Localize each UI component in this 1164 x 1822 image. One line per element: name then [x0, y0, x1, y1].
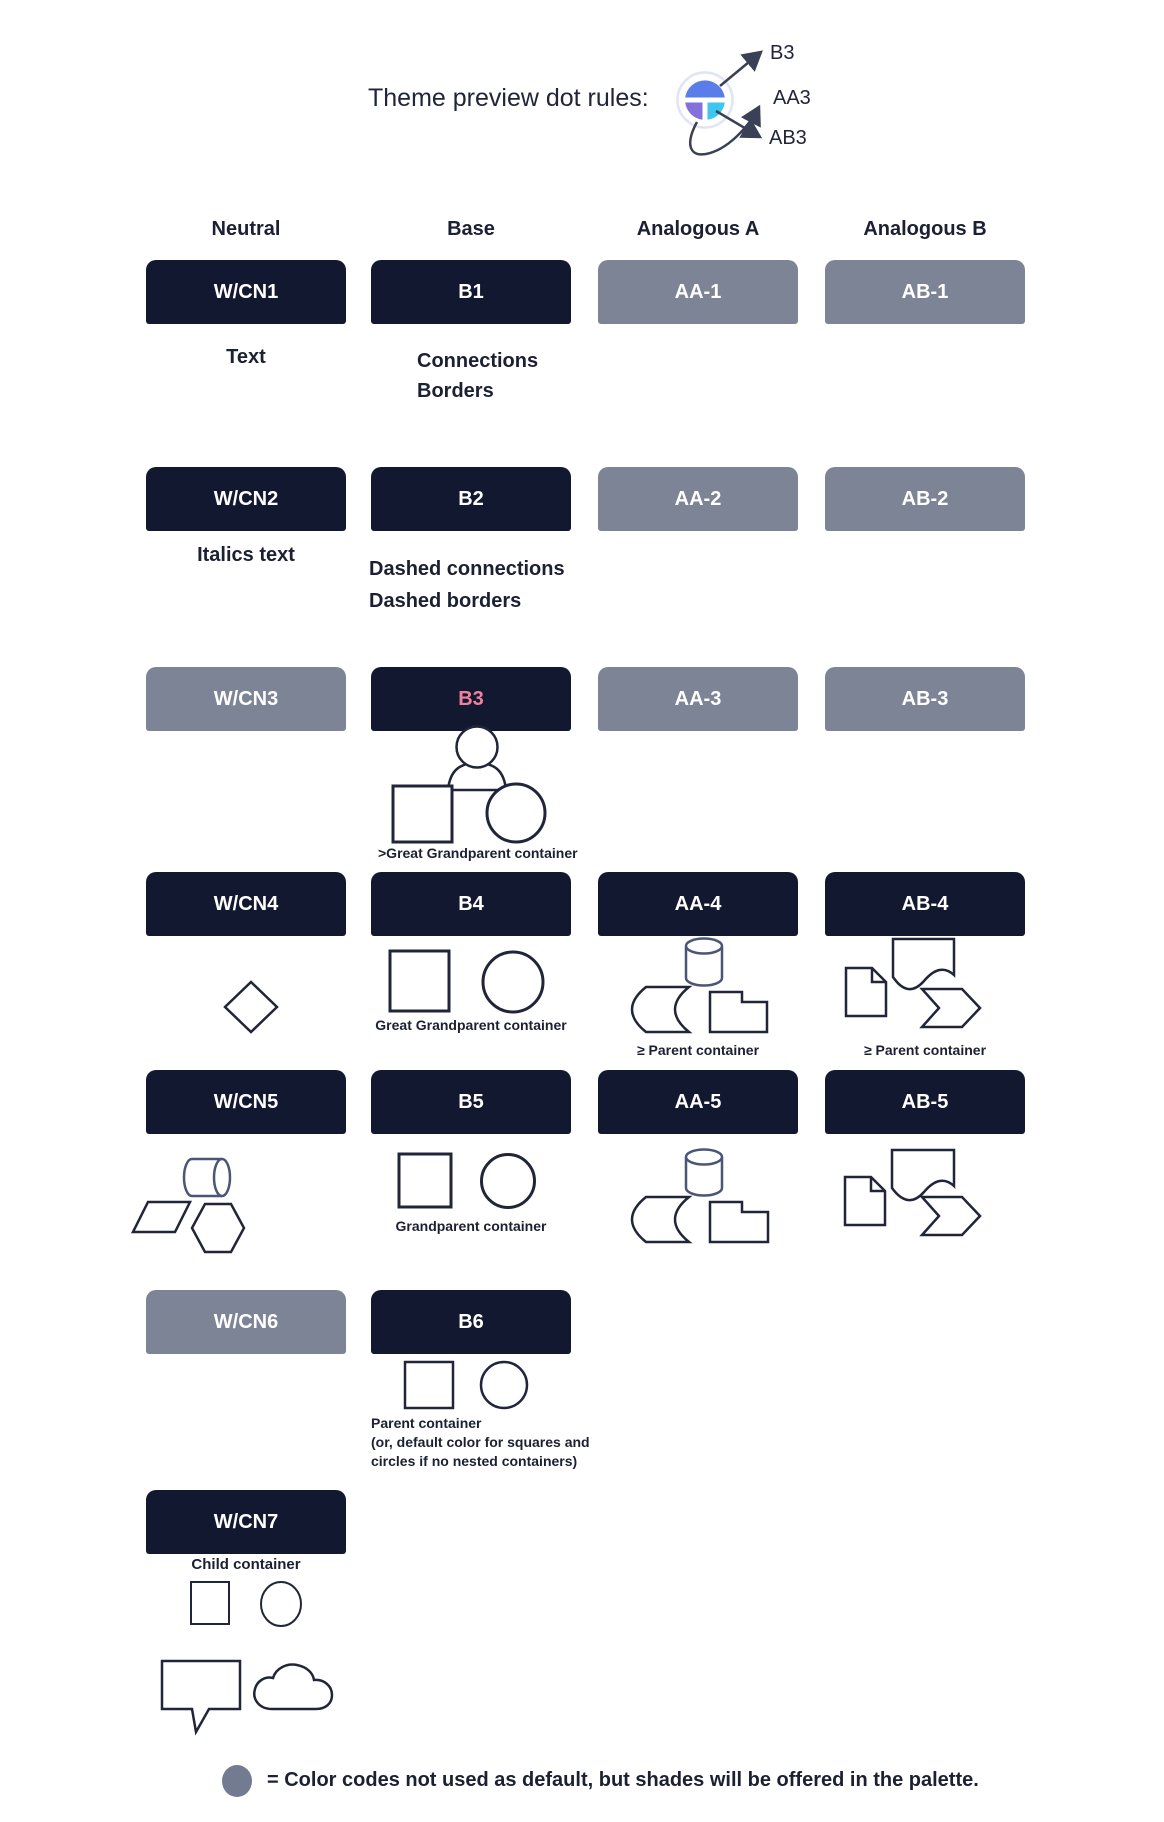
caption-italics-text: Italics text	[197, 544, 295, 566]
caption-parent-container: Parent container	[371, 1415, 482, 1431]
document-fold	[871, 1177, 885, 1191]
hexagon-icon	[192, 1204, 244, 1252]
swatch-aa1: AA-1	[598, 260, 798, 324]
column-header-analogous-b: Analogous B	[863, 218, 987, 240]
dot-rule-arrows	[690, 52, 761, 154]
caption-text: Text	[226, 346, 266, 368]
aa5-shape-cluster	[632, 1150, 768, 1243]
caption-parent-b6	[371, 1414, 590, 1471]
caption-parent-container-note2: circles if no nested containers)	[371, 1453, 578, 1469]
chevron-arrow-icon	[922, 1197, 980, 1235]
person-icon	[448, 763, 506, 790]
caption-connections: Connections	[417, 350, 539, 372]
diamond-icon	[225, 982, 277, 1032]
square-icon	[399, 1154, 451, 1207]
swatch-ab4: AB-4	[825, 872, 1025, 936]
page-title: Theme preview dot rules:	[368, 84, 649, 112]
cylinder-icon	[686, 1157, 722, 1196]
swatch-b1: B1	[371, 260, 571, 324]
b3-shape-cluster	[393, 727, 545, 843]
arrow-to-aa3	[690, 107, 759, 154]
square-icon	[405, 1362, 453, 1408]
swatch-ab3: AB-3	[825, 667, 1025, 731]
dot-rule-label-ab3: AB3	[769, 127, 807, 149]
caption-great-grandparent-b4: Great Grandparent container	[375, 1017, 567, 1033]
cylinder-icon	[686, 946, 722, 986]
horizontal-cylinder-cap	[214, 1159, 230, 1196]
stored-data-icon	[632, 987, 689, 1032]
caption-child-container: Child container	[191, 1556, 301, 1573]
circle-icon	[482, 1155, 535, 1208]
arrow-to-ab3	[716, 111, 760, 137]
wcn7-shape-cluster	[162, 1582, 332, 1732]
caption-connections-borders	[417, 346, 538, 406]
caption-dashed-connections: Dashed connections	[369, 558, 565, 580]
dot-rule-label-b3: B3	[770, 42, 795, 64]
swatch-wcn7: W/CN7	[146, 1490, 346, 1554]
document-icon	[845, 1177, 885, 1225]
circle-icon	[483, 952, 543, 1012]
aa4-shape-cluster	[632, 939, 767, 1033]
swatch-b2: B2	[371, 467, 571, 531]
caption-borders: Borders	[417, 380, 494, 402]
wcn5-shape-cluster	[133, 1159, 244, 1252]
swatch-aa5: AA-5	[598, 1070, 798, 1134]
square-icon	[191, 1582, 229, 1624]
swatch-ab1: AB-1	[825, 260, 1025, 324]
arrow-to-b3	[720, 52, 761, 86]
swatch-wcn1: W/CN1	[146, 260, 346, 324]
column-header-neutral: Neutral	[211, 218, 281, 240]
wavy-flag-icon	[892, 1150, 954, 1200]
circle-icon	[481, 1362, 527, 1408]
legend-dot-icon	[222, 1765, 252, 1797]
swatch-wcn4: W/CN4	[146, 872, 346, 936]
theme-preview-dot-icon	[678, 73, 733, 128]
horizontal-cylinder-icon	[184, 1159, 222, 1196]
circle-icon	[487, 784, 545, 842]
square-icon	[390, 951, 449, 1011]
swatch-aa2: AA-2	[598, 467, 798, 531]
stored-data-icon	[632, 1197, 689, 1242]
caption-parent-ab4: ≥ Parent container	[863, 1042, 987, 1058]
document-fold	[872, 968, 886, 982]
folder-icon	[710, 992, 767, 1032]
square-icon	[393, 786, 452, 842]
swatch-aa3: AA-3	[598, 667, 798, 731]
caption-grandparent-b5: Grandparent container	[395, 1218, 547, 1234]
cylinder-top	[686, 1150, 722, 1165]
swatch-aa4: AA-4	[598, 872, 798, 936]
cylinder-top	[686, 939, 722, 954]
swatch-wcn6: W/CN6	[146, 1290, 346, 1354]
swatch-b5: B5	[371, 1070, 571, 1134]
caption-great-grandparent-b3: >Great Grandparent container	[378, 845, 578, 861]
caption-parent-container-note1: (or, default color for squares and	[371, 1434, 590, 1450]
b6-shape-cluster	[405, 1362, 527, 1408]
swatch-wcn3: W/CN3	[146, 667, 346, 731]
swatch-b4: B4	[371, 872, 571, 936]
document-icon	[846, 968, 886, 1016]
dot-rule-label-aa3: AA3	[773, 87, 811, 109]
swatch-b3: B3	[371, 667, 571, 731]
b4-shape-cluster	[390, 951, 543, 1012]
caption-parent-aa4: ≥ Parent container	[636, 1042, 760, 1058]
swatch-b6: B6	[371, 1290, 571, 1354]
column-header-base: Base	[447, 218, 495, 240]
cloud-icon	[254, 1665, 332, 1709]
chevron-arrow-icon	[922, 989, 980, 1027]
swatch-ab5: AB-5	[825, 1070, 1025, 1134]
legend-note: = Color codes not used as default, but shades will be offered in the palette.	[267, 1769, 979, 1791]
swatch-ab2: AB-2	[825, 467, 1025, 531]
ab4-shape-cluster	[846, 939, 980, 1027]
swatch-wcn2: W/CN2	[146, 467, 346, 531]
swatch-wcn5: W/CN5	[146, 1070, 346, 1134]
caption-dashed	[369, 553, 565, 617]
b5-shape-cluster	[399, 1154, 535, 1208]
circle-icon	[261, 1582, 301, 1626]
speech-bubble-icon	[162, 1661, 240, 1732]
folder-icon	[710, 1202, 768, 1242]
caption-dashed-borders: Dashed borders	[369, 590, 522, 612]
column-header-analogous-a: Analogous A	[636, 218, 760, 240]
parallelogram-icon	[133, 1202, 190, 1232]
ab5-shape-cluster	[845, 1150, 980, 1235]
wavy-flag-icon	[893, 939, 954, 989]
person-head	[457, 727, 498, 768]
